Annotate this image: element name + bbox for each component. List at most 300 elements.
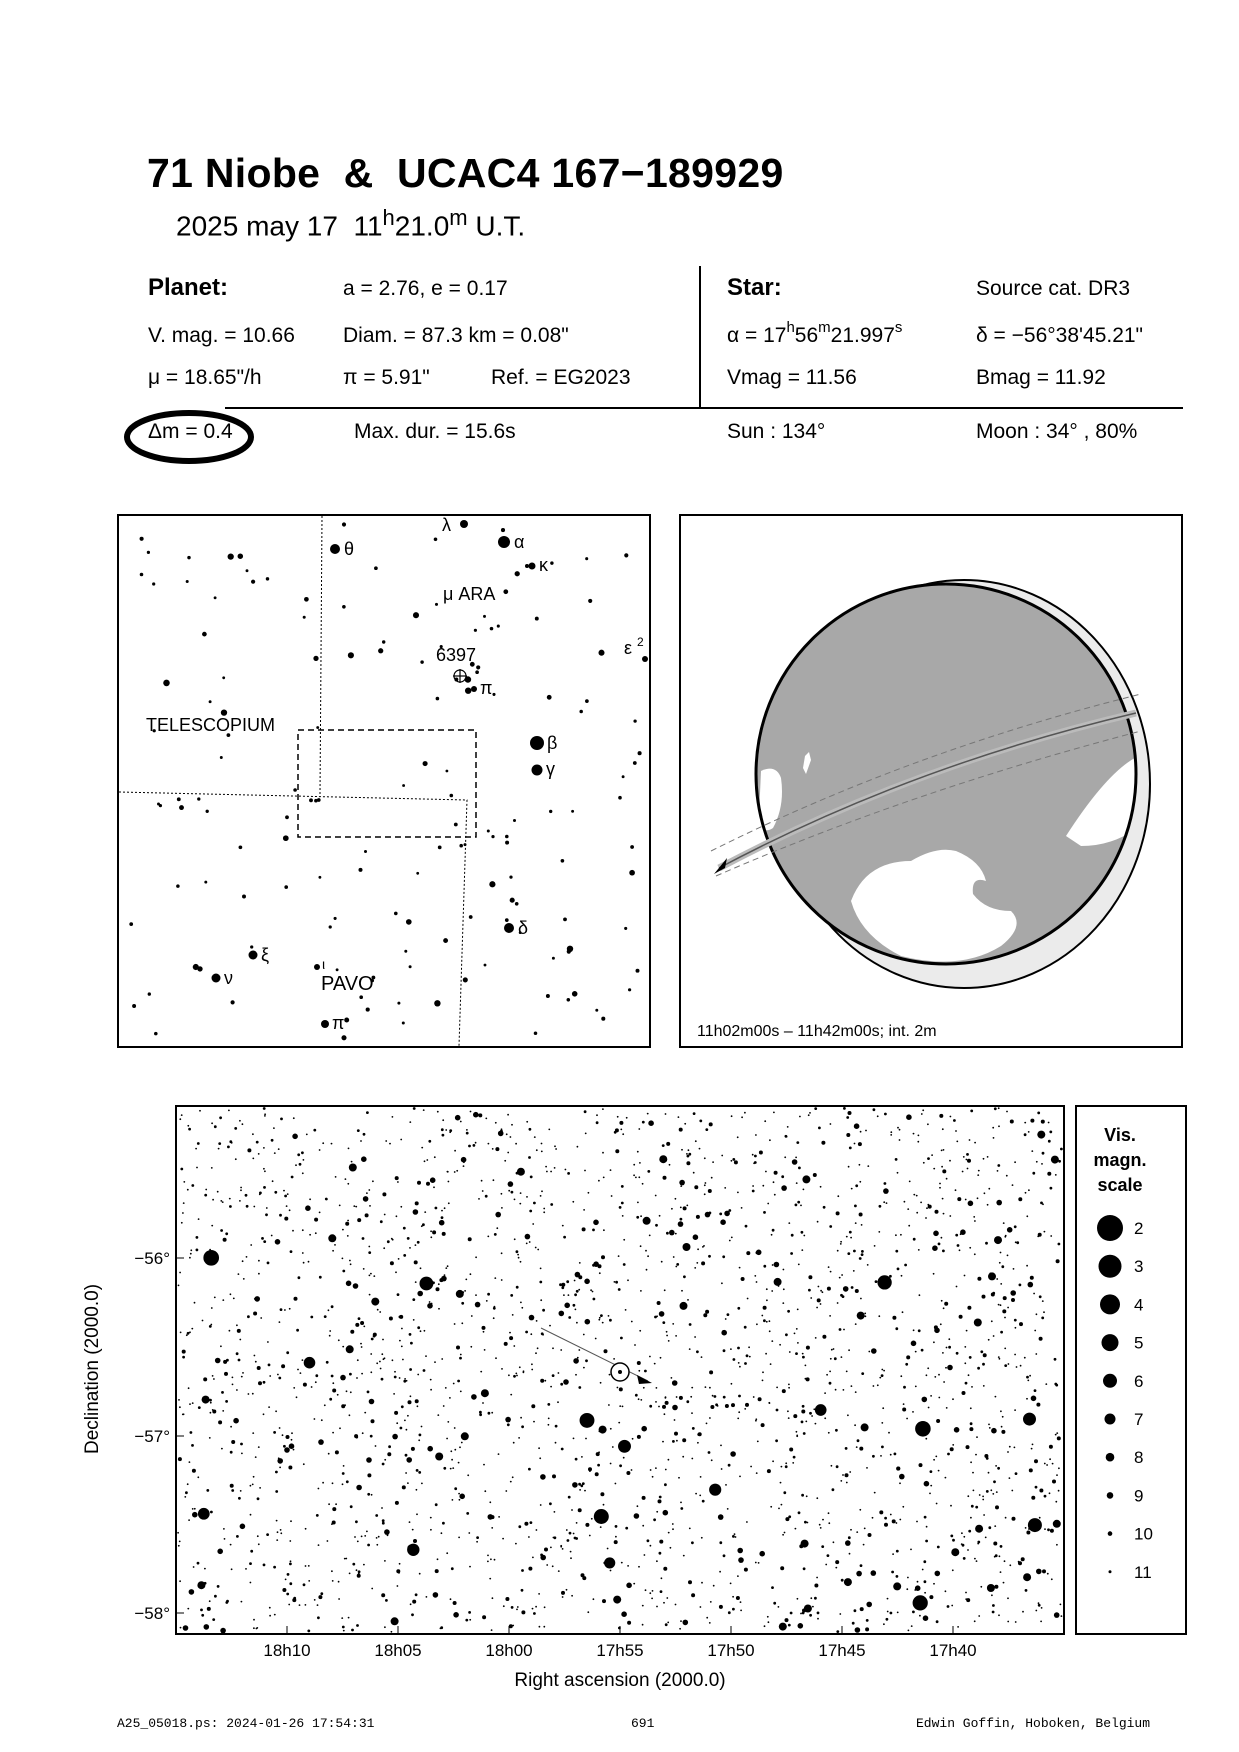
chart-star	[817, 1618, 819, 1620]
chart-star	[591, 1518, 593, 1520]
chart-star	[697, 1248, 699, 1250]
chart-star	[633, 1174, 635, 1176]
chart-star	[573, 1304, 576, 1307]
chart-star	[355, 1206, 357, 1208]
chart-star	[284, 1217, 288, 1221]
chart-star	[206, 1489, 209, 1492]
chart-star	[1041, 1163, 1043, 1165]
finder-star	[318, 876, 321, 879]
chart-star	[356, 1569, 358, 1571]
chart-star	[964, 1275, 966, 1277]
chart-star	[322, 1142, 324, 1144]
chart-star	[918, 1135, 920, 1137]
finder-star	[618, 796, 622, 800]
chart-star	[468, 1532, 470, 1534]
chart-star	[984, 1192, 986, 1194]
chart-star	[289, 1443, 295, 1449]
chart-star	[217, 1549, 223, 1555]
chart-star	[392, 1239, 394, 1241]
star-delta-label: δ	[518, 918, 529, 938]
chart-star	[797, 1598, 799, 1600]
chart-star	[826, 1374, 828, 1376]
chart-star	[395, 1271, 397, 1273]
chart-star	[494, 1277, 496, 1279]
chart-star	[752, 1190, 755, 1193]
chart-star	[945, 1590, 947, 1592]
chart-star	[451, 1459, 453, 1461]
chart-star	[765, 1353, 767, 1355]
chart-star	[769, 1139, 771, 1141]
chart-star	[530, 1176, 533, 1179]
chart-star	[839, 1613, 841, 1615]
chart-star	[361, 1346, 363, 1348]
chart-star	[761, 1315, 763, 1317]
chart-star	[303, 1262, 305, 1264]
chart-star	[1005, 1517, 1007, 1519]
star-beta-marker	[530, 736, 544, 750]
chart-star	[348, 1617, 350, 1619]
chart-star	[1043, 1311, 1045, 1313]
chart-star	[223, 1528, 225, 1530]
chart-star	[903, 1386, 906, 1389]
chart-star	[1001, 1426, 1003, 1428]
chart-star	[231, 1440, 235, 1444]
chart-star	[521, 1589, 524, 1592]
chart-star	[366, 1192, 368, 1194]
chart-star	[827, 1554, 830, 1557]
chart-star	[962, 1391, 966, 1395]
chart-star	[329, 1398, 332, 1401]
chart-star	[535, 1606, 537, 1608]
chart-star	[683, 1304, 685, 1306]
chart-star	[381, 1353, 383, 1355]
chart-star	[899, 1474, 905, 1480]
chart-star	[1014, 1161, 1016, 1163]
chart-star	[890, 1514, 892, 1516]
chart-star	[769, 1330, 771, 1332]
chart-star	[332, 1389, 336, 1393]
chart-star	[1000, 1545, 1003, 1548]
chart-star	[409, 1333, 412, 1336]
chart-star	[410, 1603, 412, 1605]
chart-star	[179, 1118, 181, 1120]
chart-star	[449, 1397, 451, 1399]
chart-star	[401, 1328, 403, 1330]
chart-star	[384, 1459, 386, 1461]
chart-star	[999, 1555, 1001, 1557]
chart-star	[367, 1473, 371, 1477]
chart-star	[245, 1568, 247, 1570]
chart-star	[859, 1447, 863, 1451]
chart-star	[801, 1494, 804, 1497]
chart-star	[788, 1222, 790, 1224]
chart-star	[568, 1294, 570, 1296]
chart-star	[274, 1614, 276, 1616]
chart-star	[836, 1630, 839, 1633]
star-chart-svg	[70, 1098, 1190, 1713]
chart-star	[211, 1307, 213, 1309]
chart-star	[670, 1547, 672, 1549]
chart-star	[409, 1247, 411, 1249]
chart-star	[732, 1535, 735, 1538]
chart-star	[942, 1169, 946, 1173]
chart-star	[416, 1489, 418, 1491]
chart-star	[868, 1533, 872, 1537]
chart-star	[583, 1367, 585, 1369]
chart-star	[306, 1134, 308, 1136]
chart-star	[441, 1128, 444, 1131]
finder-star	[329, 925, 332, 928]
chart-star	[382, 1339, 384, 1341]
chart-star	[532, 1557, 534, 1559]
chart-star	[533, 1202, 536, 1205]
chart-star	[214, 1125, 217, 1128]
chart-star	[924, 1580, 927, 1583]
chart-star	[970, 1407, 972, 1409]
chart-star	[595, 1472, 599, 1476]
chart-star	[178, 1285, 180, 1287]
chart-star	[846, 1133, 850, 1137]
chart-star	[552, 1347, 554, 1349]
chart-star	[666, 1597, 668, 1599]
chart-star	[1015, 1621, 1017, 1623]
chart-star	[349, 1260, 351, 1262]
chart-star	[1004, 1317, 1006, 1319]
chart-star	[647, 1170, 650, 1173]
chart-star	[877, 1384, 879, 1386]
chart-star	[927, 1157, 930, 1160]
chart-star	[482, 1326, 486, 1330]
chart-star	[1016, 1241, 1019, 1244]
finder-chart-svg	[119, 516, 649, 1046]
chart-star	[536, 1149, 538, 1151]
chart-star	[204, 1194, 207, 1197]
chart-star	[744, 1408, 746, 1410]
chart-star	[332, 1382, 334, 1384]
chart-star	[957, 1197, 961, 1201]
chart-star	[439, 1220, 445, 1226]
chart-star	[679, 1128, 683, 1132]
chart-star	[850, 1529, 852, 1531]
chart-star	[459, 1357, 462, 1360]
chart-star	[902, 1506, 904, 1508]
chart-star	[843, 1329, 845, 1331]
sun-elongation: Sun : 134°	[727, 420, 826, 443]
magnitude-drop: Δm = 0.4	[148, 420, 233, 443]
chart-star	[580, 1484, 583, 1487]
chart-star	[266, 1207, 268, 1209]
chart-star	[350, 1505, 353, 1508]
finder-star	[366, 1008, 370, 1012]
chart-star	[303, 1159, 305, 1161]
chart-star	[241, 1453, 243, 1455]
chart-star	[735, 1536, 737, 1538]
chart-star	[995, 1505, 999, 1509]
chart-star	[519, 1172, 521, 1174]
chart-star	[1015, 1472, 1018, 1475]
chart-star	[1020, 1365, 1022, 1367]
chart-star	[242, 1372, 244, 1374]
chart-star	[289, 1540, 291, 1542]
chart-star	[663, 1602, 665, 1604]
chart-star	[986, 1490, 989, 1493]
chart-star	[407, 1237, 410, 1240]
chart-star	[510, 1481, 512, 1483]
chart-star	[739, 1267, 741, 1269]
chart-star	[647, 1113, 649, 1115]
chart-star	[349, 1414, 351, 1416]
chart-star	[409, 1368, 412, 1371]
chart-star	[983, 1158, 985, 1160]
chart-star	[990, 1489, 992, 1491]
finder-star	[250, 945, 253, 948]
chart-star	[860, 1564, 863, 1567]
chart-star	[435, 1207, 438, 1210]
footer-author: Edwin Goffin, Hoboken, Belgium	[916, 1716, 1151, 1731]
finder-star	[436, 697, 440, 701]
chart-star	[840, 1243, 842, 1245]
chart-star	[933, 1168, 935, 1170]
chart-star	[519, 1366, 521, 1368]
chart-star	[1035, 1610, 1037, 1612]
chart-star	[672, 1405, 678, 1411]
chart-star	[816, 1577, 818, 1579]
chart-star	[307, 1630, 310, 1633]
chart-star	[242, 1123, 244, 1125]
chart-star	[854, 1609, 857, 1612]
chart-star	[977, 1197, 979, 1199]
chart-star	[1004, 1348, 1006, 1350]
chart-star	[273, 1566, 276, 1569]
chart-star	[859, 1181, 861, 1183]
finder-star	[303, 616, 306, 619]
chart-star	[913, 1133, 915, 1135]
chart-star	[183, 1181, 185, 1183]
finder-star	[378, 648, 383, 653]
chart-star	[552, 1565, 554, 1567]
chart-star	[993, 1480, 996, 1483]
chart-star	[810, 1597, 812, 1599]
chart-star	[401, 1346, 403, 1348]
chart-star	[668, 1459, 670, 1461]
chart-star	[867, 1264, 869, 1266]
chart-star	[451, 1567, 454, 1570]
chart-star	[387, 1534, 389, 1536]
chart-star	[835, 1567, 837, 1569]
chart-star	[954, 1427, 960, 1433]
chart-star	[874, 1492, 876, 1494]
chart-star	[1006, 1111, 1008, 1113]
chart-star	[370, 1273, 372, 1275]
chart-star	[342, 1229, 344, 1231]
chart-star	[992, 1127, 994, 1129]
chart-star	[342, 1626, 345, 1629]
finder-star	[402, 784, 405, 787]
chart-star	[567, 1172, 570, 1175]
chart-star	[732, 1608, 735, 1611]
chart-star	[287, 1573, 290, 1576]
chart-star	[618, 1255, 620, 1257]
chart-star	[709, 1622, 711, 1624]
chart-star	[988, 1339, 990, 1341]
chart-star	[512, 1476, 514, 1478]
chart-star	[407, 1482, 409, 1484]
chart-star	[565, 1169, 567, 1171]
chart-star	[658, 1406, 660, 1408]
chart-star	[495, 1357, 497, 1359]
chart-star	[655, 1467, 657, 1469]
chart-star	[782, 1302, 784, 1304]
chart-star	[849, 1231, 852, 1234]
chart-star	[540, 1379, 544, 1383]
chart-star	[810, 1297, 812, 1299]
chart-star	[550, 1203, 553, 1206]
chart-star	[230, 1484, 234, 1488]
chart-star	[476, 1536, 479, 1539]
chart-star	[790, 1252, 793, 1255]
chart-star	[575, 1374, 577, 1376]
chart-star	[412, 1298, 415, 1301]
chart-star	[863, 1544, 865, 1546]
chart-star	[920, 1202, 922, 1204]
chart-star	[1036, 1569, 1042, 1575]
chart-star	[363, 1268, 365, 1270]
chart-star	[224, 1372, 228, 1376]
star-xi-label: ξ	[261, 945, 270, 965]
chart-star	[218, 1420, 222, 1424]
chart-star	[1033, 1293, 1035, 1295]
chart-star	[593, 1598, 595, 1600]
chart-star	[647, 1539, 650, 1542]
chart-star	[643, 1217, 651, 1225]
chart-star	[1055, 1501, 1057, 1503]
chart-star	[291, 1439, 293, 1441]
finder-star	[176, 884, 180, 888]
chart-star	[1002, 1416, 1004, 1418]
chart-star	[659, 1155, 667, 1163]
chart-star	[371, 1588, 373, 1590]
chart-star	[390, 1261, 394, 1265]
chart-star	[696, 1350, 699, 1353]
chart-star	[210, 1511, 213, 1514]
chart-star	[495, 1147, 499, 1151]
finder-star	[342, 522, 346, 526]
chart-star	[737, 1307, 740, 1310]
chart-star	[618, 1422, 620, 1424]
chart-star	[815, 1423, 817, 1425]
chart-star	[258, 1260, 260, 1262]
chart-star	[493, 1317, 495, 1319]
chart-star	[774, 1278, 782, 1286]
finder-star	[129, 922, 133, 926]
chart-star	[621, 1611, 627, 1617]
chart-star	[633, 1164, 635, 1166]
chart-star	[762, 1185, 764, 1187]
chart-star	[890, 1454, 892, 1456]
chart-star	[554, 1511, 556, 1513]
chart-star	[207, 1607, 211, 1611]
chart-star	[912, 1611, 915, 1614]
chart-star	[834, 1357, 837, 1360]
chart-star	[435, 1569, 439, 1573]
chart-star	[1049, 1492, 1051, 1494]
chart-star	[468, 1611, 471, 1614]
chart-star	[308, 1580, 310, 1582]
chart-star	[1008, 1363, 1010, 1365]
chart-star	[911, 1341, 917, 1347]
x-tick-label: 18h00	[485, 1641, 533, 1660]
chart-star	[846, 1371, 848, 1373]
chart-star	[934, 1328, 940, 1334]
chart-star	[338, 1598, 340, 1600]
chart-star	[943, 1381, 945, 1383]
chart-star	[780, 1566, 784, 1570]
chart-star	[950, 1116, 952, 1118]
chart-star	[598, 1319, 600, 1321]
chart-star	[288, 1604, 290, 1606]
chart-star	[830, 1271, 832, 1273]
chart-star	[463, 1161, 465, 1163]
chart-star	[268, 1364, 271, 1367]
chart-star	[1029, 1375, 1031, 1377]
chart-star	[1014, 1354, 1016, 1356]
chart-star	[257, 1535, 259, 1537]
chart-star	[318, 1544, 320, 1546]
chart-star	[430, 1230, 432, 1232]
chart-star	[250, 1244, 252, 1246]
chart-star	[1053, 1520, 1061, 1528]
chart-star	[275, 1490, 278, 1493]
chart-star	[857, 1439, 860, 1442]
chart-star	[430, 1529, 432, 1531]
chart-star	[763, 1306, 767, 1310]
chart-star	[1039, 1517, 1041, 1519]
chart-star	[445, 1129, 447, 1131]
finder-star	[585, 699, 589, 703]
chart-star	[888, 1432, 890, 1434]
chart-star	[620, 1337, 623, 1340]
chart-star	[915, 1421, 931, 1437]
chart-star	[1026, 1376, 1029, 1379]
chart-star	[948, 1346, 951, 1349]
chart-star	[917, 1581, 919, 1583]
chart-star	[441, 1276, 447, 1282]
chart-star	[702, 1500, 705, 1503]
chart-star	[922, 1569, 924, 1571]
chart-star	[821, 1545, 824, 1548]
chart-star	[475, 1302, 481, 1308]
chart-star	[802, 1612, 805, 1615]
chart-star	[829, 1315, 831, 1317]
chart-star	[513, 1345, 515, 1347]
chart-star	[638, 1128, 640, 1130]
chart-star	[965, 1592, 967, 1594]
chart-star	[795, 1352, 798, 1355]
chart-star	[975, 1506, 978, 1509]
chart-star	[1025, 1192, 1027, 1194]
chart-star	[708, 1189, 712, 1193]
chart-star	[501, 1252, 503, 1254]
chart-star	[1019, 1322, 1023, 1326]
chart-star	[252, 1432, 254, 1434]
chart-star	[229, 1330, 231, 1332]
chart-star	[987, 1204, 989, 1206]
chart-star	[668, 1532, 670, 1534]
chart-star	[442, 1119, 444, 1121]
chart-star	[881, 1374, 884, 1377]
chart-star	[686, 1400, 689, 1403]
chart-star	[189, 1589, 195, 1595]
